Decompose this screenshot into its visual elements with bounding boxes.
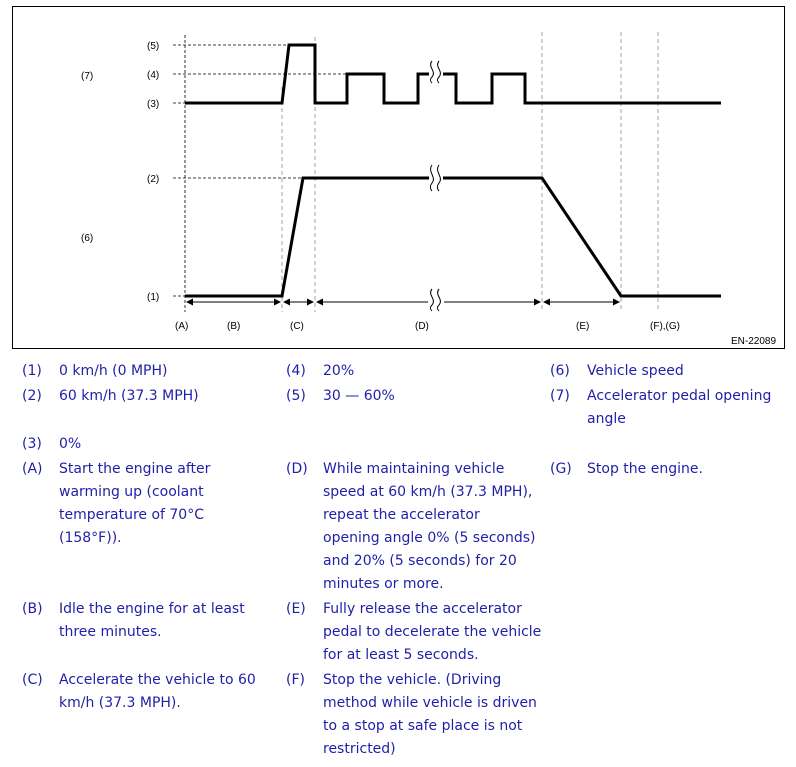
- legend-text: km/h (37.3 MPH).: [59, 695, 181, 711]
- legend-text: pedal to decelerate the vehicle: [323, 624, 542, 640]
- legend-text: warming up (coolant: [59, 484, 204, 500]
- figure-code: EN-22089: [731, 336, 777, 347]
- legend-key: (D): [286, 461, 308, 477]
- legend-text: 60 km/h (37.3 MPH): [59, 388, 199, 404]
- legend-text: Accelerator pedal opening: [587, 388, 772, 404]
- legend-item-4: [286, 360, 526, 383]
- phase-label-fg: (F),(G): [650, 321, 680, 332]
- legend-text: speed at 60 km/h (37.3 MPH),: [323, 484, 533, 500]
- legend-key: (F): [286, 672, 305, 688]
- legend-text: to a stop at safe place is not: [323, 718, 523, 734]
- legend-text: 20%: [323, 363, 355, 379]
- legend-item-c: [22, 669, 272, 715]
- legend-item-f: [286, 669, 546, 761]
- legend-key: (B): [22, 601, 43, 617]
- legend-item-6: [550, 360, 790, 383]
- legend-item-3: [22, 433, 262, 456]
- legend-item-g: [550, 458, 790, 481]
- legend-text: While maintaining vehicle: [323, 461, 505, 477]
- level-label-2: (2): [147, 174, 160, 185]
- level-label-5: (5): [147, 41, 160, 52]
- phase-label-b: (B): [227, 321, 241, 332]
- group-label-accelerator: (7): [81, 71, 94, 82]
- legend-text: method while vehicle is driven: [323, 695, 537, 711]
- legend-key: (3): [22, 436, 42, 452]
- legend-text: minutes or more.: [323, 576, 444, 592]
- legend-item-b: [22, 598, 272, 644]
- legend-key: (C): [22, 672, 43, 688]
- legend-key: (A): [22, 461, 43, 477]
- legend-key: (4): [286, 363, 306, 379]
- legend-text: Stop the engine.: [587, 461, 703, 477]
- phase-label-e: (E): [576, 321, 590, 332]
- legend-item-1: [22, 360, 262, 383]
- legend-text: and 20% (5 seconds) for 20: [323, 553, 517, 569]
- legend-key: (6): [550, 363, 570, 379]
- legend-item-7: [550, 385, 790, 431]
- legend-item-5: [286, 385, 526, 408]
- legend-text: 0 km/h (0 MPH): [59, 363, 168, 379]
- legend-text: Fully release the accelerator: [323, 601, 522, 617]
- legend-item-e: [286, 598, 546, 667]
- legend-text: Idle the engine for at least: [59, 601, 245, 617]
- group-label-speed: (6): [81, 233, 94, 244]
- level-label-3: (3): [147, 99, 160, 110]
- legend-text: 30 — 60%: [323, 388, 395, 404]
- level-label-1: (1): [147, 292, 160, 303]
- legend-text: Accelerate the vehicle to 60: [59, 672, 256, 688]
- phase-label-d: (D): [415, 321, 429, 332]
- legend-text: (158°F)).: [59, 530, 122, 546]
- legend-text: Vehicle speed: [587, 363, 684, 379]
- legend-item-d: [286, 458, 546, 596]
- legend-text: Start the engine after: [59, 461, 211, 477]
- legend-text: repeat the accelerator: [323, 507, 480, 523]
- legend-text: for at least 5 seconds.: [323, 647, 479, 663]
- legend-key: (E): [286, 601, 306, 617]
- legend-text: three minutes.: [59, 624, 162, 640]
- legend-item-2: [22, 385, 262, 408]
- legend-text: Stop the vehicle. (Driving: [323, 672, 502, 688]
- legend-key: (2): [22, 388, 42, 404]
- phase-label-a: (A): [175, 321, 189, 332]
- legend-text: temperature of 70°C: [59, 507, 204, 523]
- legend-key: (5): [286, 388, 306, 404]
- legend-text: angle: [587, 411, 626, 427]
- legend-text: restricted): [323, 741, 396, 757]
- legend-key: (1): [22, 363, 42, 379]
- legend-text: 0%: [59, 436, 82, 452]
- legend-item-a: [22, 458, 272, 550]
- phase-label-c: (C): [290, 321, 304, 332]
- legend-text: opening angle 0% (5 seconds): [323, 530, 536, 546]
- legend-key: (G): [550, 461, 572, 477]
- level-label-4: (4): [147, 70, 160, 81]
- legend-key: (7): [550, 388, 570, 404]
